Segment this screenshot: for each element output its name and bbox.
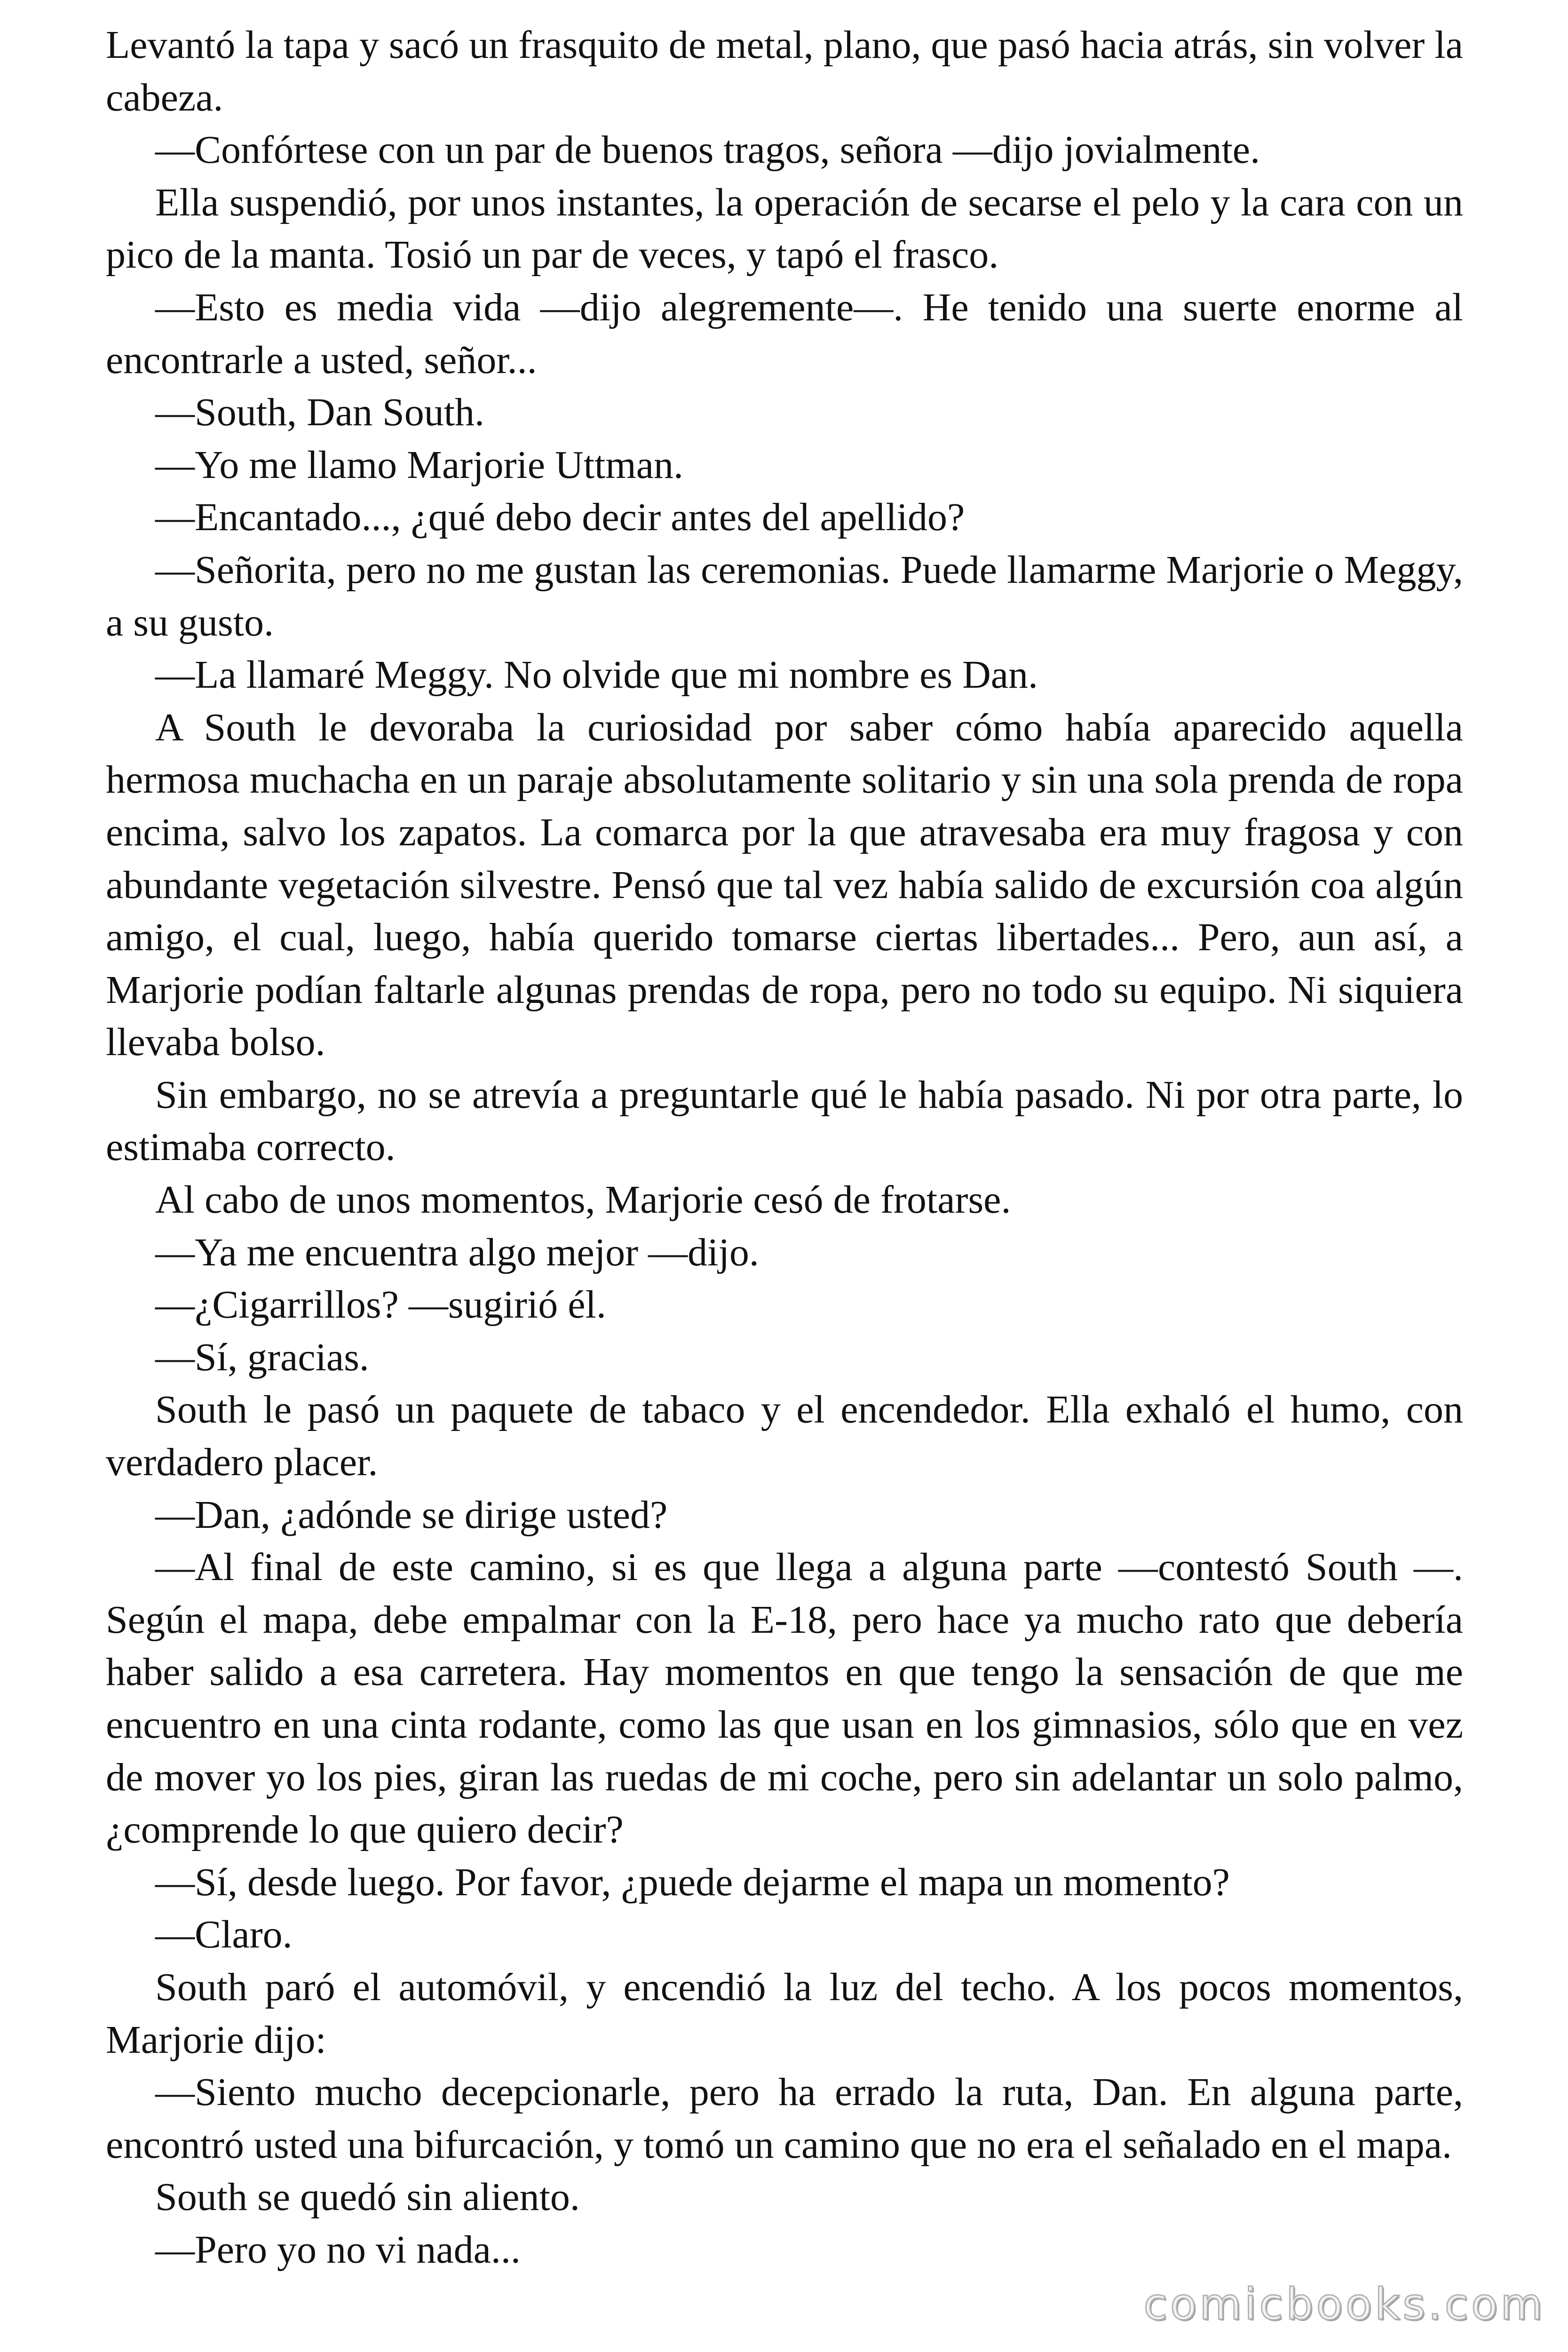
paragraph: —Encantado..., ¿qué debo decir antes del apellido? (155, 495, 965, 540)
paragraph: —Sí, desde luego. Por favor, ¿puede dejarme el mapa un momento? (155, 1860, 1230, 1904)
paragraph: A South le devoraba la curiosidad por saber cómo había aparecido aquella hermosa muchacha en un paraje absolutamente solitario y sin una sola prenda de ropa encima, salvo los zapatos. La comarca por la que atravesaba era muy fragosa y con abundante vegetación silvestre. Pensó que tal vez había salido de excursión coa algún amigo, el cual, luego, había querido tomarse ciertas libertades... Pero, aun así, a Marjorie podían faltarle algunas prendas de ropa, pero no todo su equipo. Ni siquiera llevaba bolso. (106, 705, 1463, 1065)
paragraph: —Yo me llamo Marjorie Uttman. (155, 443, 684, 487)
paragraph: South se quedó sin aliento. (155, 2175, 580, 2219)
paragraph: Sin embargo, no se atrevía a preguntarle qué le había pasado. Ni por otra parte, lo estimaba correcto. (106, 1073, 1463, 1169)
paragraph: —Sí, gracias. (155, 1335, 369, 1379)
paragraph: —Ya me encuentra algo mejor —dijo. (155, 1230, 759, 1274)
paragraph: —Esto es media vida —dijo alegremente—. He tenido una suerte enorme al encontrarle a usted, señor... (106, 285, 1463, 382)
paragraph: South le pasó un paquete de tabaco y el encendedor. Ella exhaló el humo, con verdadero placer. (106, 1388, 1463, 1485)
paragraph: —Claro. (155, 1913, 293, 1957)
paragraph: —South, Dan South. (155, 390, 485, 435)
paragraph: —Al final de este camino, si es que llega a alguna parte —contestó South —. Según el mapa, debe empalmar con la E-18, pero hace ya mucho rato que debería haber salido a esa carretera. Hay momentos en que tengo la sensación de que me encuentro en una cinta rodante, como las que usan en los gimnasios, sólo que en vez de mover yo los pies, giran las ruedas de mi coche, pero sin adelantar un solo palmo, ¿comprende lo que quiero decir? (106, 1545, 1463, 1852)
paragraph: —Señorita, pero no me gustan las ceremonias. Puede llamarme Marjorie o Meggy, a su gusto. (106, 548, 1463, 644)
body-text (106, 19, 1463, 2276)
paragraph: —Siento mucho decepcionarle, pero ha errado la ruta, Dan. En alguna parte, encontró usted una bifurcación, y tomó un camino que no era el señalado en el mapa. (106, 2070, 1463, 2167)
paragraph: —Confórtese con un par de buenos tragos, señora —dijo jovialmente. (155, 128, 1260, 172)
paragraph: Levantó la tapa y sacó un frasquito de metal, plano, que pasó hacia atrás, sin volver la cabeza. (106, 23, 1463, 119)
paragraph: Al cabo de unos momentos, Marjorie cesó de frotarse. (155, 1178, 1011, 1222)
paragraph: Ella suspendió, por unos instantes, la operación de secarse el pelo y la cara con un pico de la manta. Tosió un par de veces, y tapó el frasco. (106, 180, 1463, 277)
paragraph: —Dan, ¿adónde se dirige usted? (155, 1493, 668, 1537)
paragraph: South paró el automóvil, y encendió la luz del techo. A los pocos momentos, Marjorie dijo: (106, 1965, 1463, 2062)
paragraph: —Pero yo no vi nada... (155, 2227, 521, 2272)
paragraph: —La llamaré Meggy. No olvide que mi nombre es Dan. (155, 653, 1038, 697)
paragraph: —¿Cigarrillos? —sugirió él. (155, 1283, 606, 1327)
watermark: comicbooks.com (1143, 2279, 1545, 2329)
